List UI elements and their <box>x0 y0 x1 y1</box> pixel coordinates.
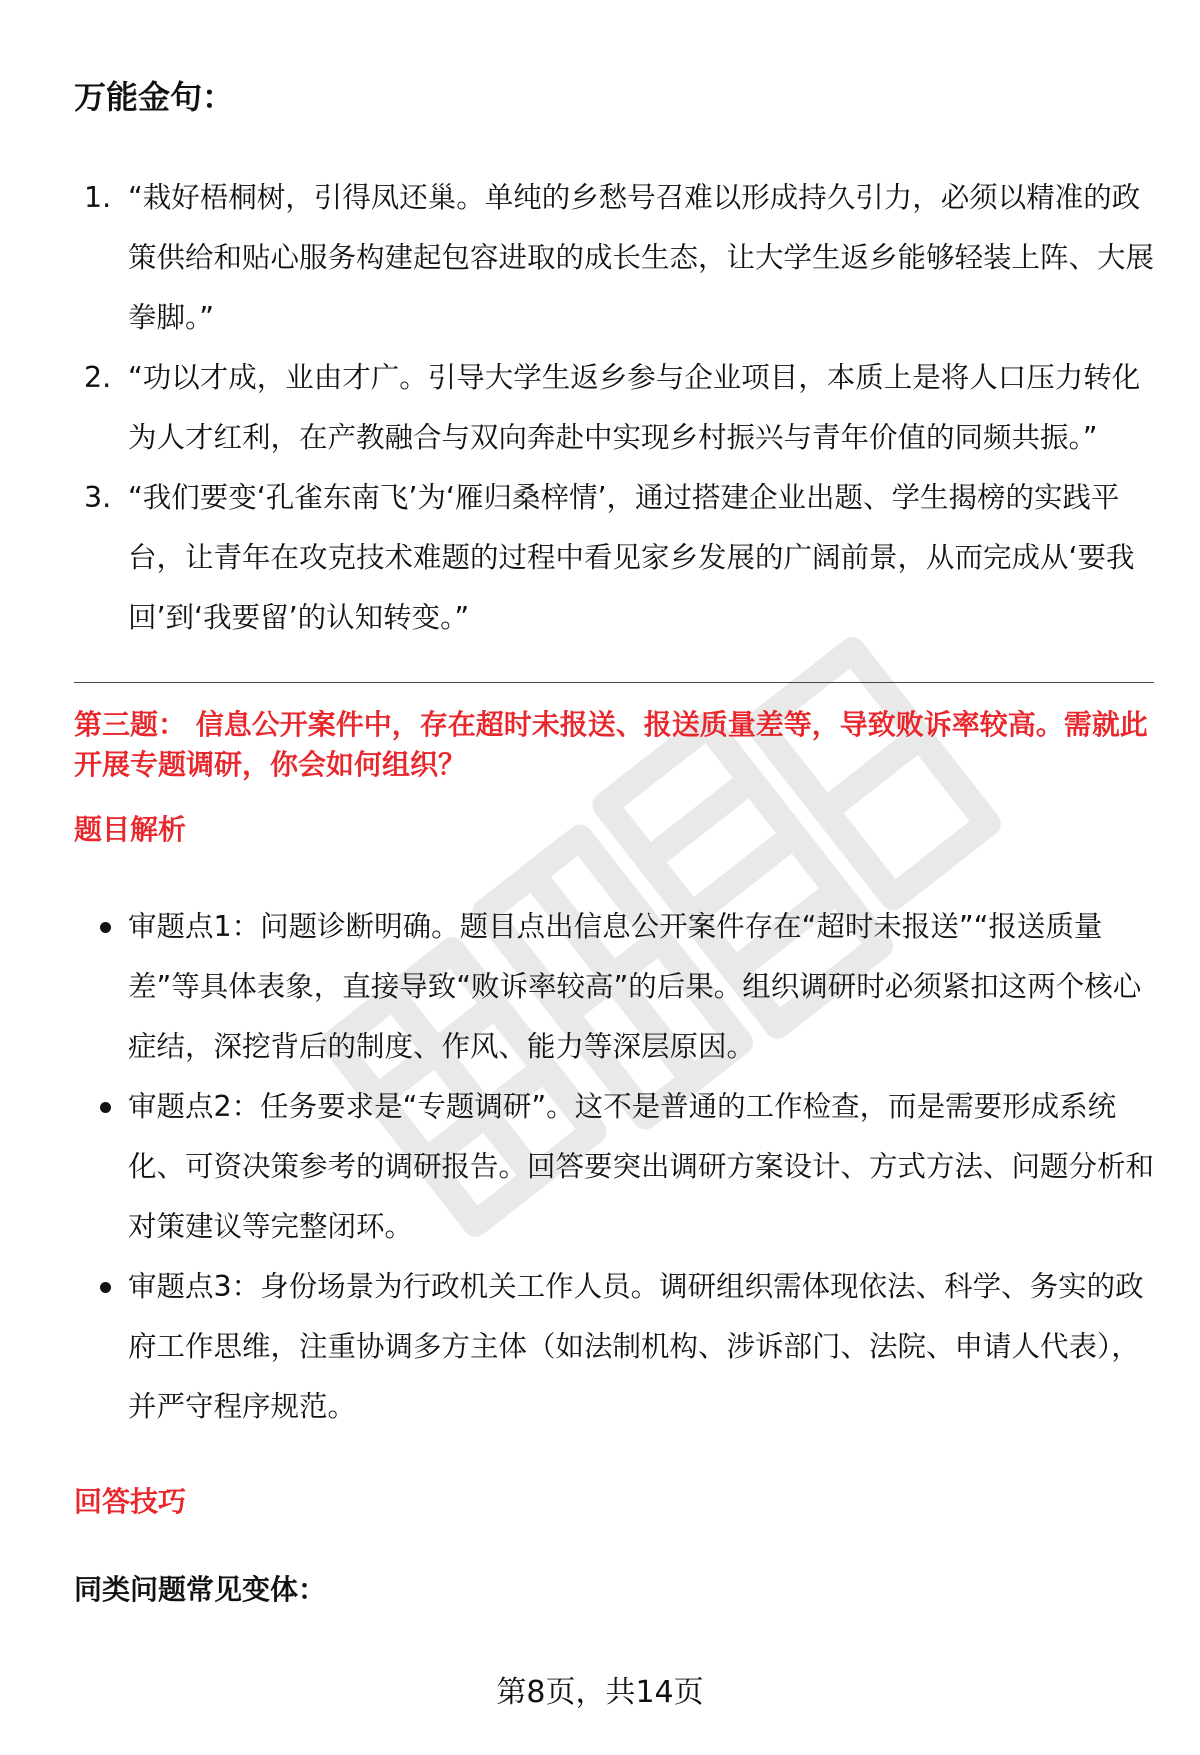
page-number-footer: 第8页，共14页 <box>496 1675 704 1710</box>
variants-heading: 同类问题常见变体： <box>74 1573 327 1606</box>
point-text: 审题点1：问题诊断明确。题目点出信息公开案件存在“超时未报送”“报送质量差”等具体表象，直接导致“败诉率较高”的后果。组织调研时必须紧扣这两个核心症结，深挖背后的制度、作风、能力等深层原因。 <box>128 910 1142 1063</box>
analysis-heading: 题目解析 <box>74 813 187 846</box>
quotes-list <box>74 168 1154 648</box>
analysis-points-list <box>74 897 1154 1437</box>
quote-text: “我们要变‘孔雀东南飞’为‘雁归桑梓情’，通过搭建企业出题、学生揭榜的实践平台，让青年在攻克技术难题的过程中看见家乡发展的广阔前景，从而完成从‘要我回’到‘我要留’的认知转变。” <box>128 481 1135 634</box>
bullet-icon <box>100 1282 111 1293</box>
golden-sentences-heading: 万能金句： <box>74 78 235 116</box>
list-item <box>74 468 1154 648</box>
list-item <box>74 348 1154 468</box>
list-number: 3. <box>84 481 112 514</box>
list-item <box>74 1257 1154 1437</box>
point-text: 审题点3：身份场景为行政机关工作人员。调研组织需体现依法、科学、务实的政府工作思维，注重协调多方主体（如法制机构、涉诉部门、法院、申请人代表），并严守程序规范。 <box>128 1270 1144 1423</box>
list-item <box>74 897 1154 1077</box>
content-area <box>74 70 1154 1615</box>
list-item <box>74 1077 1154 1257</box>
list-item <box>74 168 1154 348</box>
list-number: 2. <box>84 361 112 394</box>
bullet-icon <box>100 922 111 933</box>
point-text: 审题点2：任务要求是“专题调研”。这不是普通的工作检查，而是需要形成系统化、可资决策参考的调研报告。回答要突出调研方案设计、方式方法、问题分析和对策建议等完整闭环。 <box>128 1090 1155 1243</box>
quote-text: “功以才成，业由才广。引导大学生返乡参与企业项目，本质上是将人口压力转化为人才红利，在产教融合与双向奔赴中实现乡村振兴与青年价值的同频共振。” <box>128 361 1141 454</box>
bullet-icon <box>100 1102 111 1113</box>
tips-heading: 回答技巧 <box>74 1485 187 1518</box>
section-divider <box>74 682 1154 683</box>
question-title: 第三题： 信息公开案件中，存在超时未报送、报送质量差等，导致败诉率较高。需就此开展专题调研，你会如何组织？ <box>74 708 1148 781</box>
quote-text: “栽好梧桐树，引得凤还巢。单纯的乡愁号召难以形成持久引力，必须以精准的政策供给和贴心服务构建起包容进取的成长生态，让大学生返乡能够轻装上阵、大展拳脚。” <box>128 181 1155 334</box>
list-number: 1. <box>84 181 112 214</box>
